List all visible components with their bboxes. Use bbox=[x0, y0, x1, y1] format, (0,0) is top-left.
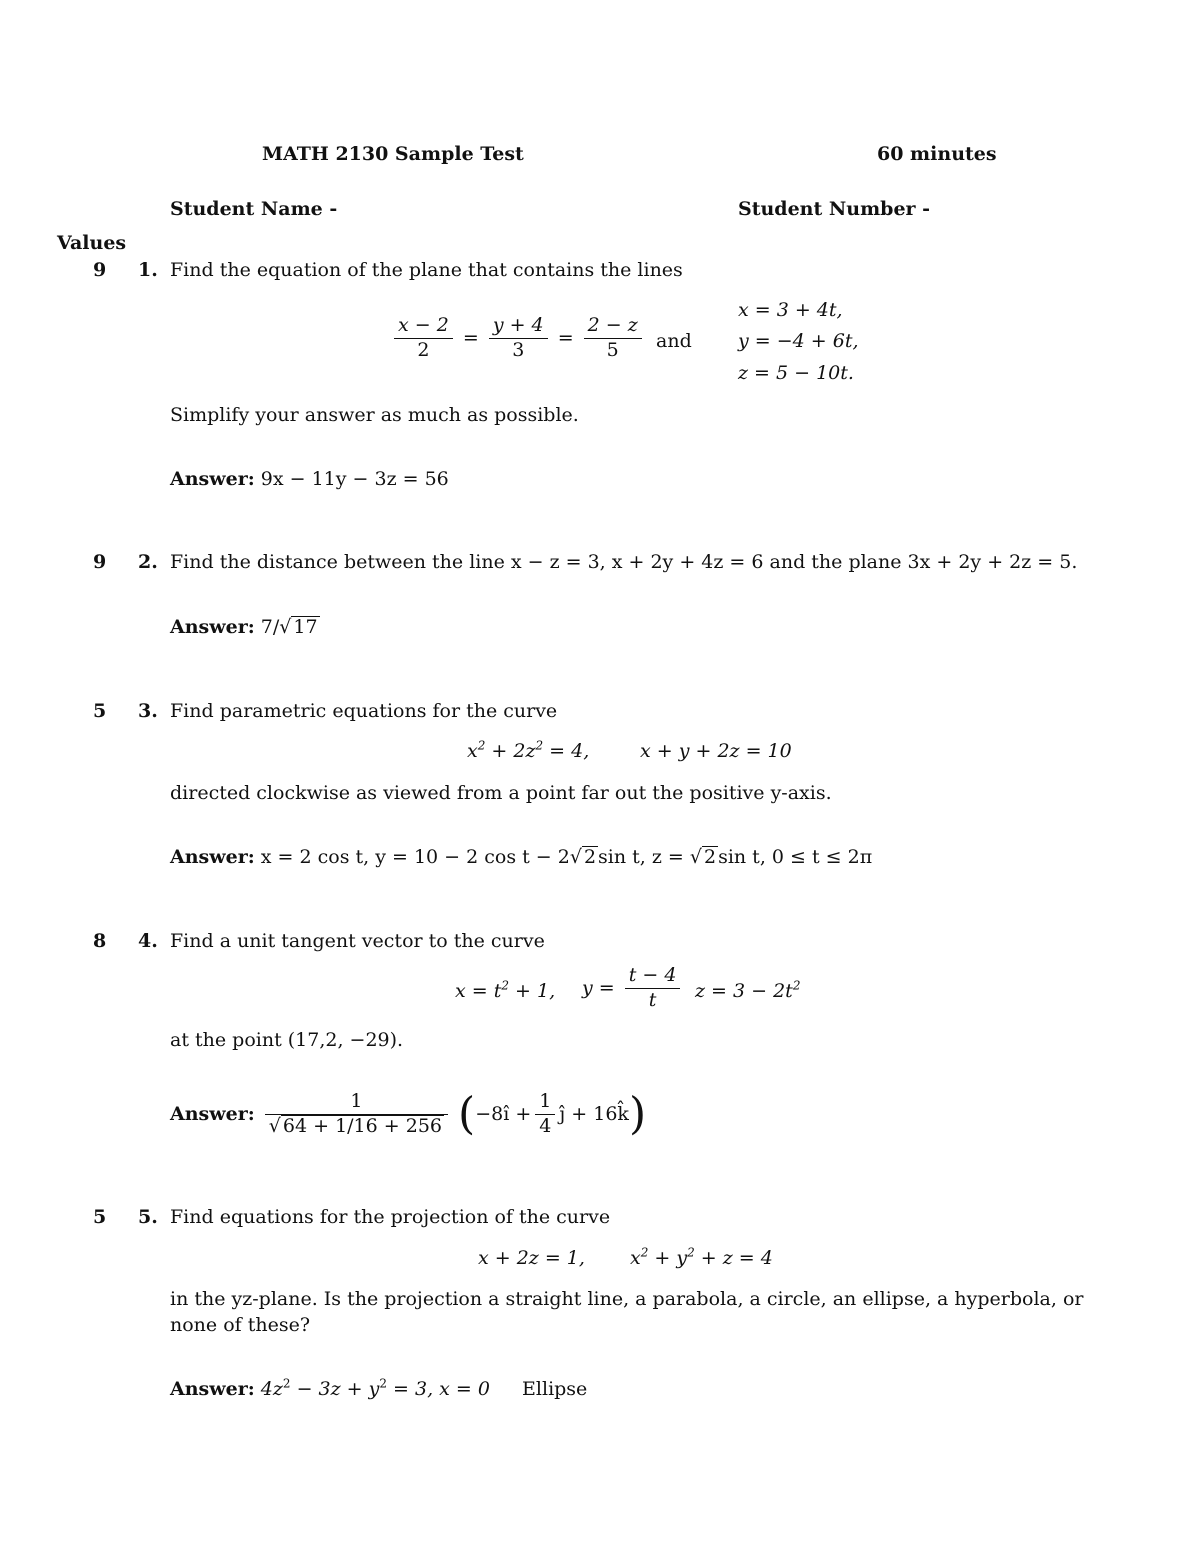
question-3-followup: directed clockwise as viewed from a point far out the positive y-axis. bbox=[170, 782, 832, 804]
fraction-3: $\frac{2 - z}{5}$ bbox=[584, 314, 642, 363]
question-3-prompt: Find parametric equations for the curve bbox=[170, 700, 558, 722]
question-3-value: 5 bbox=[93, 700, 107, 722]
question-5-followup-line-1: in the yz-plane. Is the projection a straight line, a parabola, a circle, an ellipse, a hyperbola, or bbox=[170, 1288, 1084, 1310]
question-4-number: 4. bbox=[138, 930, 158, 952]
question-5-equation-left: x + 2z = 1, bbox=[478, 1247, 585, 1269]
student-name-label: Student Name - bbox=[170, 198, 338, 220]
question-4-followup: at the point (17,2, −29). bbox=[170, 1029, 404, 1051]
normalizing-fraction: $\frac{1}{√ 64 + 1/16 + 256}$ bbox=[265, 1090, 448, 1139]
question-4-answer: Answer: $\frac{1}{√ 64 + 1/16 + 256}$ (−8î + $\frac{1}{4}$ ĵ + 16k̂) bbox=[170, 1088, 647, 1140]
question-1-value: 9 bbox=[93, 259, 107, 281]
question-4-equation-x: $x = t^2 + 1$, bbox=[455, 978, 556, 1002]
question-4-prompt: Find a unit tangent vector to the curve bbox=[170, 930, 545, 952]
question-2-value: 9 bbox=[93, 551, 107, 573]
question-4-value: 8 bbox=[93, 930, 107, 952]
question-1-followup: Simplify your answer as much as possible. bbox=[170, 404, 579, 426]
question-4-equation-y: y = $\frac{t - 4}{t}$ bbox=[582, 964, 684, 1013]
question-1-answer: Answer: 9x − 11y − 3z = 56 bbox=[170, 468, 449, 490]
question-2-answer: Answer: 7/√ 17 bbox=[170, 616, 318, 638]
student-number-label: Student Number - bbox=[738, 198, 931, 220]
question-3-number: 3. bbox=[138, 700, 158, 722]
question-3-equation-left: $x^2 + 2z^2 = 4$, bbox=[467, 738, 590, 762]
question-3-equation-right: x + y + 2z = 10 bbox=[640, 740, 792, 762]
question-5-prompt: Find equations for the projection of the curve bbox=[170, 1206, 611, 1228]
question-5-followup-line-2: none of these? bbox=[170, 1314, 311, 1336]
question-5-number: 5. bbox=[138, 1206, 158, 1228]
parametric-line-x: x = 3 + 4t, bbox=[738, 299, 843, 321]
question-2-prompt: Find the distance between the line x − z = 3, x + 2y + 4z = 6 and the plane 3x + 2y + 2z = 5. bbox=[170, 551, 1078, 573]
sqrt-17: 17 bbox=[293, 616, 318, 638]
question-5-equation-right: $x^2 + y^2 + z = 4$ bbox=[630, 1245, 773, 1269]
question-5-answer: Answer: $4z^2 - 3z + y^2 = 3$, x = 0 Ellipse bbox=[170, 1376, 588, 1400]
question-1-prompt: Find the equation of the plane that contains the lines bbox=[170, 259, 683, 281]
question-1-symmetric-equations: $\frac{x - 2}{2}$ = $\frac{y + 4}{3}$ = $\frac{2 - z}{5}$ bbox=[390, 314, 646, 363]
and-word: and bbox=[656, 330, 692, 352]
question-5-value: 5 bbox=[93, 1206, 107, 1228]
test-duration: 60 minutes bbox=[877, 143, 997, 165]
parametric-line-y: y = −4 + 6t, bbox=[738, 330, 859, 352]
fraction-1: $\frac{x - 2}{2}$ bbox=[394, 314, 453, 363]
parametric-line-z: z = 5 − 10t. bbox=[738, 362, 854, 384]
values-column-heading: Values bbox=[57, 232, 127, 254]
answer-classification: Ellipse bbox=[522, 1378, 588, 1400]
question-1-number: 1. bbox=[138, 259, 158, 281]
question-3-answer: Answer: x = 2 cos t, y = 10 − 2 cos t − 2√ 2 sin t, z = √ 2 sin t, 0 ≤ t ≤ 2π bbox=[170, 846, 873, 868]
test-title: MATH 2130 Sample Test bbox=[262, 143, 524, 165]
question-4-equation-z: $z = 3 - 2t^2$ bbox=[695, 978, 801, 1002]
fraction-2: $\frac{y + 4}{3}$ bbox=[489, 314, 548, 363]
question-2-number: 2. bbox=[138, 551, 158, 573]
